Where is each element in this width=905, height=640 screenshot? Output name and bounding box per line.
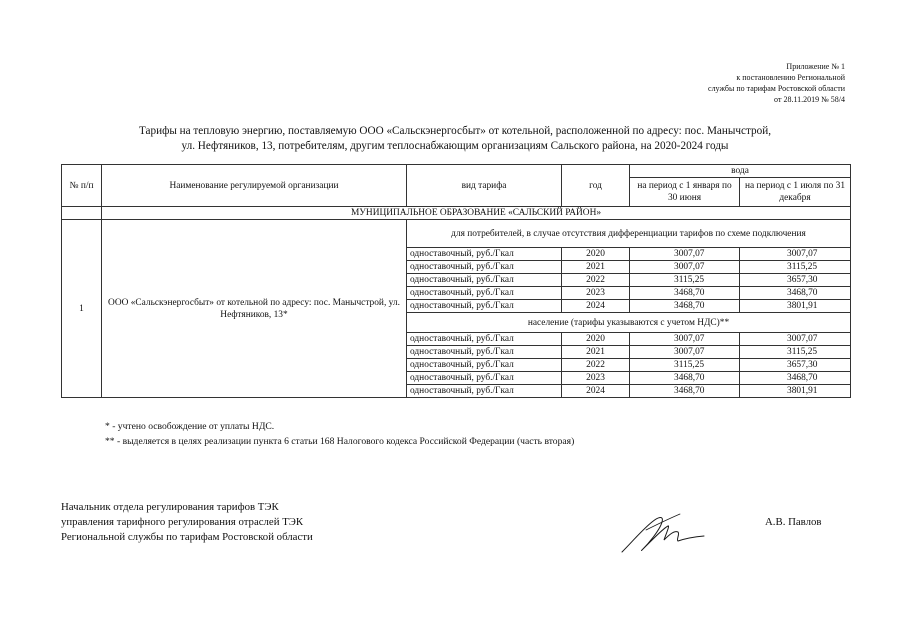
- tariff-value-p2: 3657,30: [740, 359, 851, 372]
- header-year: год: [562, 165, 630, 207]
- signer-line: Региональной службы по тарифам Ростовской области: [61, 531, 313, 543]
- tariff-type: одноставочный, руб./Гкал: [407, 333, 562, 346]
- signer-line: управления тарифного регулирования отраслей ТЭК: [61, 516, 304, 528]
- tariff-value-p2: 3801,91: [740, 385, 851, 398]
- tariff-year: 2023: [562, 372, 630, 385]
- tariff-type: одноставочный, руб./Гкал: [407, 346, 562, 359]
- tariff-value-p2: 3801,91: [740, 300, 851, 313]
- header-num: № п/п: [62, 165, 102, 207]
- tariff-value-p1: 3007,07: [630, 346, 740, 359]
- tariff-type: одноставочный, руб./Гкал: [407, 274, 562, 287]
- tariff-table: [61, 164, 851, 398]
- tariff-value-p2: 3007,07: [740, 248, 851, 261]
- tariff-value-p2: 3468,70: [740, 372, 851, 385]
- tariff-value-p2: 3115,25: [740, 261, 851, 274]
- organization-name: ООО «Сальскэнергосбыт» от котельной по адресу: пос. Манычстрой, ул. Нефтяников, 13*: [102, 220, 407, 398]
- header-period1: на период с 1 января по 30 июня: [630, 178, 740, 207]
- tariff-value-p2: 3007,07: [740, 333, 851, 346]
- municipality-name: МУНИЦИПАЛЬНОЕ ОБРАЗОВАНИЕ «САЛЬСКИЙ РАЙОН»: [102, 207, 851, 220]
- tariff-year: 2021: [562, 346, 630, 359]
- appendix-line: к постановлению Региональной: [736, 73, 845, 82]
- tariff-value-p2: 3468,70: [740, 287, 851, 300]
- appendix-reference: [585, 61, 845, 105]
- tariff-type: одноставочный, руб./Гкал: [407, 261, 562, 274]
- tariff-value-p1: 3007,07: [630, 261, 740, 274]
- tariff-value-p2: 3115,25: [740, 346, 851, 359]
- tariff-type: одноставочный, руб./Гкал: [407, 385, 562, 398]
- tariff-year: 2024: [562, 300, 630, 313]
- tariff-type: одноставочный, руб./Гкал: [407, 248, 562, 261]
- appendix-line: службы по тарифам Ростовской области: [708, 84, 845, 93]
- title-line: Тарифы на тепловую энергию, поставляемую ООО «Сальскэнергосбыт» от котельной, расположенной по адресу: пос. Манычстрой,: [138, 125, 771, 137]
- title-line: ул. Нефтяников, 13, потребителям, другим теплоснабжающим организациям Сальского района, на 2020-2024 годы: [181, 140, 729, 152]
- header-type: вид тарифа: [407, 165, 562, 207]
- signer-position: [61, 500, 313, 545]
- header-period2: на период с 1 июля по 31 декабря: [740, 178, 851, 207]
- tariff-value-p1: 3468,70: [630, 385, 740, 398]
- tariff-type: одноставочный, руб./Гкал: [407, 359, 562, 372]
- tariff-value-p1: 3468,70: [630, 372, 740, 385]
- row-number: 1: [62, 220, 102, 398]
- tariff-value-p1: 3468,70: [630, 287, 740, 300]
- tariff-year: 2021: [562, 261, 630, 274]
- tariff-year: 2022: [562, 359, 630, 372]
- signer-name: А.В. Павлов: [765, 516, 822, 528]
- handwritten-signature: [618, 510, 708, 556]
- header-org: Наименование регулируемой организации: [102, 165, 407, 207]
- tariff-value-p1: 3115,25: [630, 274, 740, 287]
- signer-line: Начальник отдела регулирования тарифов ТЭК: [61, 501, 279, 513]
- tariff-value-p1: 3007,07: [630, 248, 740, 261]
- tariff-year: 2020: [562, 248, 630, 261]
- header-row: [62, 165, 851, 178]
- tariff-type: одноставочный, руб./Гкал: [407, 287, 562, 300]
- group2-label: население (тарифы указываются с учетом НДС)**: [407, 313, 851, 333]
- tariff-value-p1: 3115,25: [630, 359, 740, 372]
- tariff-type: одноставочный, руб./Гкал: [407, 300, 562, 313]
- tariff-year: 2023: [562, 287, 630, 300]
- municipality-row: [62, 207, 851, 220]
- tariff-value-p1: 3007,07: [630, 333, 740, 346]
- footnote: ** - выделяется в целях реализации пункта 6 статьи 168 Налогового кодекса Российской Федерации (часть вторая): [105, 436, 575, 447]
- footnote: * - учтено освобождение от уплаты НДС.: [105, 421, 275, 432]
- tariff-type: одноставочный, руб./Гкал: [407, 372, 562, 385]
- tariff-year: 2020: [562, 333, 630, 346]
- tariff-year: 2022: [562, 274, 630, 287]
- footnotes: [105, 419, 574, 449]
- tariff-year: 2024: [562, 385, 630, 398]
- group-label-row: [62, 220, 851, 248]
- appendix-line: Приложение № 1: [786, 62, 845, 71]
- tariff-value-p2: 3657,30: [740, 274, 851, 287]
- header-water: вода: [630, 165, 851, 178]
- appendix-line: от 28.11.2019 № 58/4: [774, 95, 845, 104]
- document-title: [60, 124, 850, 154]
- tariff-value-p1: 3468,70: [630, 300, 740, 313]
- group1-label: для потребителей, в случае отсутствия дифференциации тарифов по схеме подключения: [407, 220, 851, 248]
